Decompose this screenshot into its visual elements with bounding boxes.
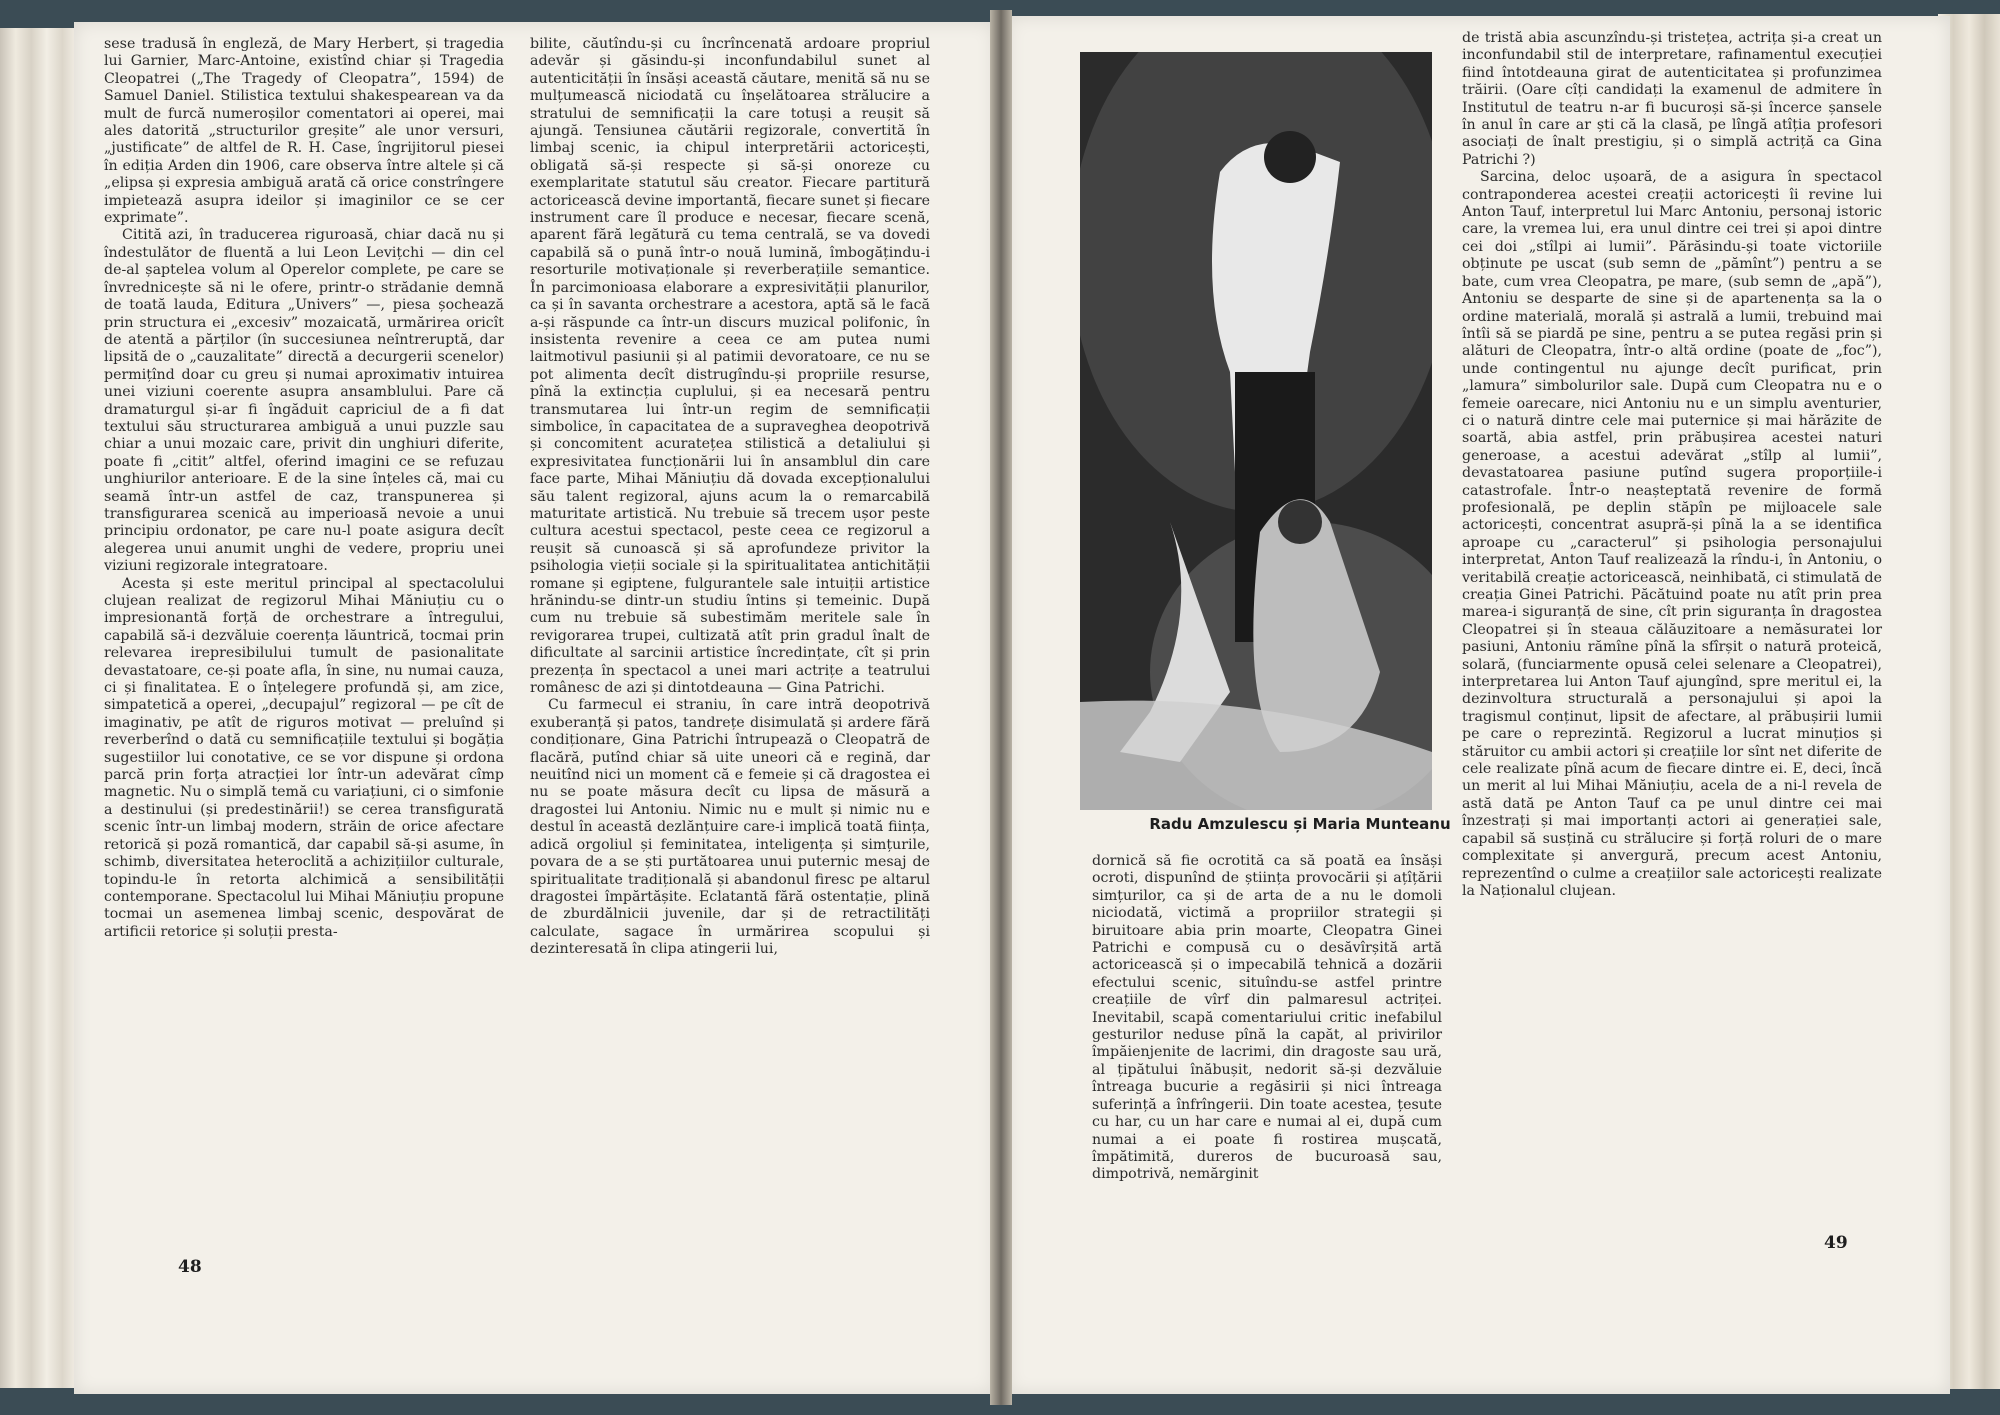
left-page-column-2 (530, 36, 930, 959)
paragraph: sese tradusă în engleză, de Mary Herbert, și tragedia lui Garnier, Marc-Antoine, existînd chiar și Tragedia Cleopatrei („The Tragedy of Cleopatra”, 1594) de Samuel Daniel. Stilistica textului shakespearean va da mult de furcă numeroșilor comentatori ai operei, mai ales datorită „structurilor greșite” ale unor versuri, „justificate” de altfel de R. H. Case, îngrijitorul piesei în ediția Arden din 1906, care observa între altele și că „elipsa și expresia ambiguă arată că orice constrîngere impietează asupra ideilor și imaginilor ce se cer exprimate”. (104, 36, 504, 227)
paragraph: Cu farmecul ei straniu, în care intră deopotrivă exuberanță și patos, tandrețe disimulată și ardere fără condiționare, Gina Patrichi întrupează o Cleopatră de flacără, putînd chiar să uite uneori că e regină, dar neuitînd nici un moment că e femeie și că dragostea ei nu se poate măsura decît cu lipsa de măsură a dragostei lui Antoniu. Nimic nu e mult și nimic nu e destul în această dezlănțuire care-i implică toată ființa, adică orgoliul și feminitatea, inteligența și simțurile, povara de a se ști purtătoarea unui puternic mesaj de spiritualitate tradițională și abandonul firesc pe altarul dragostei împărtășite. Eclatantă fără ostentație, plină de zburdălnicii juvenile, dar și de retractilități calculate, sagace în urmărirea scopului și dezinteresată în clipa atingerii lui, (530, 697, 930, 958)
paragraph: Citită azi, în traducerea riguroasă, chiar dacă nu și îndestulător de fluentă a lui Leon Levițchi — din cel de-al șaptelea volum al Operelor complete, pe care se învrednicește să ni le ofere, printr-o strădanie demnă de toată lauda, Editura „Univers” —, piesa șochează prin structura ei „excesiv” mozaicată, urmărirea oricît de atentă a părților (în succesiunea neîntreruptă, dar lipsită de o „cauzalitate” directă a decurgerii scenelor) permițînd doar cu greu și numai aproximativ intuirea unei viziuni coerente asupra ansamblului. Pare că dramaturgul și-ar fi îngăduit capriciul de a fi dat textului său structurarea ambiguă a unui puzzle sau chiar a unui mozaic care, privit din unghiuri diferite, poate fi „citit” altfel, oferind imagini ce se refuzau unghiurilor anterioare. E de la sine înțeles că, mai cu seamă într-un astfel de caz, transpunerea și transfigurarea scenică au imperioasă nevoie a unui principiu ordonator, pe care nu-l poate asigura decît alegerea unui anumit unghi de vedere, propriu unei viziuni regizorale integratoare. (104, 227, 504, 575)
paragraph: Sarcina, deloc ușoară, de a asigura în spectacol contraponderea acestei creații actoricești îi revine lui Anton Tauf, interpretul lui Marc Antoniu, personaj istoric care, la vremea lui, era unul dintre cei trei și apoi dintre cei doi „stîlpi ai lumii”. Părăsindu-și toate victoriile obținute pe uscat (sub semn de „pămînt”) pentru a se bate, cum vrea Cleopatra, pe mare, (sub semn de „apă”), Antoniu se desparte de sine și de apartenența sa la o ordine materială, morală și astrală a lumii, trebuind mai întîi să se piardă pe sine, pentru a se putea regăsi prin și alături de Cleopatra, într-o altă ordine (poate de „foc”), unde contingentul nu ajunge decît purificat, prin „lamura” simbolurilor sale. După cum Cleopatra nu e o femeie oarecare, nici Antoniu nu e un simplu aventurier, ci o natură dintre cele mai puternice și mai hărăzite de soartă, abia astfel, prin prăbușirea acestei naturi generoase, a acestui adevărat „stîlp al lumii”, devastatoarea pasiune putînd sugera proporțiile-i catastrofale. Într-o neașteptată revenire de formă profesională, pe deplin stăpîn pe mijloacele sale actoricești, concentrat asupră-și pînă la a se identifica aproape cu „caracterul” și psihologia personajului interpretat, Anton Tauf realizează la rîndu-i, în Antoniu, o veritabilă creație actoricească, neinhibată, ci stimulată de creația Ginei Patrichi. Păcătuind poate nu atît prin prea marea-i siguranță de sine, cît prin siguranța în dragostea Cleopatrei și în steaua călăuzitoare a nemăsuratei lor pasiuni, Antoniu rămîne pînă la sfîrșit o natură proteică, solară, (funciarmente opusă celei selenare a Cleopatrei), interpretarea lui Anton Tauf ajungînd, spre meritul ei, la dezinvoltura structurală a personajului și apoi la tragismul conținut, lipsit de afectare, al prăbușirii lumii pe care o reprezintă. Regizorul a lucrat minuțios și stăruitor cu ambii actori și creațiile lor sînt net diferite de cele realizate pînă acum de fiecare dintre ei. E, deci, încă un merit al lui Mihai Măniuțiu, acela de a ni-l revela de astă dată pe Anton Tauf ca pe unul dintre cei mai înzestrați și mai importanți actori ai generației sale, capabil să susțină cu strălucire și forță roluri de o mare complexitate și anvergură, precum acest Antoniu, reprezentînd o culme a creațiilor sale actoricești realizate la Naționalul clujean. (1462, 169, 1882, 899)
production-photo (1080, 52, 1432, 810)
page-number-left: 48 (178, 1257, 202, 1277)
paragraph: dornică să fie ocrotită ca să poată ea însăși ocroti, dispunînd de știința provocării și ațîțării simțurilor, ca și de arta de a nu le domoli niciodată, victimă a propriilor strategii și biruitoare abia prin moarte, Cleopatra Ginei Patrichi e compusă cu o desăvîrșită artă actoricească și o impecabilă tehnică a dozării efectului scenic, situîndu-se astfel printre creațiile de vîrf din palmaresul actriței. Inevitabil, scapă comentariului critic inefabilul gesturilor neduse pînă la capăt, al privirilor împăienjenite de lacrimi, din dragoste sau ură, al țipătului înăbușit, nedorit să-și dezvăluie întreaga bucurie a regăsirii și nici întreaga suferință a înfrîngerii. Din toate acestea, țesute cu har, cu un har care e numai al ei, după cum numai a ei poate fi rostirea mușcată, împătimită, dureros de bucuroasă sau, dimpotrivă, nemărginit (1092, 853, 1442, 1183)
right-page-column (1462, 30, 1882, 900)
book-gutter (990, 10, 1012, 1405)
left-page-stack-edge (0, 28, 78, 1388)
left-page-column-1 (104, 36, 504, 941)
paragraph: bilite, căutîndu-și cu încrîncenată ardoare propriul adevăr și găsindu-și inconfundabilul sunet al autenticității în însăși această căutare, menită să nu se mulțumească niciodată cu înșelătoarea strălucire a stratului de semnificații la care totuși a reușit să ajungă. Tensiunea căutării regizorale, convertită în limbaj scenic, ia chipul interpretării actoricești, obligată să-și respecte și să-și onoreze cu exemplaritate statutul său creator. Fiecare partitură actoricească devine importantă, fiecare sunet și fiecare instrument care îl produce e necesar, fiecare scenă, aparent fără legătură cu tema centrală, se va dovedi capabilă să o pună într-o nouă lumină, îmbogățindu-i resorturile motivaționale și reverberațiile semantice. În parcimonioasa elaborare a expresivității planurilor, ca și în savanta orchestrare a acestora, aptă să le facă a-și răspunde ca într-un discurs muzical polifonic, în insistenta revenire a ceea ce am putea numi laitmotivul pasiunii și al patimii devoratoare, ce nu se pot alimenta decît distrugîndu-și propriile resurse, pînă la extincția cuplului, și ea necesară pentru transmutarea lui într-un regim de semnificații simbolice, în capacitatea de a supraveghea deopotrivă și concomitent acuratețea stilistică a detaliului și expresivitatea funcționării lui în ansamblul din care face parte, Mihai Măniuțiu dă dovada excepționalului său talent regizoral, ajuns acum la o remarcabilă maturitate artistică. Nu trebuie să trecem ușor peste cultura acestui spectacol, peste ceea ce regizorul a reușit să cunoască și să aprofundeze privitor la psihologia vieții sociale și la spiritualitatea antichității romane și egiptene, fulgurantele sale intuiții artistice hrănindu-se dintr-un studiu întins și temeinic. După cum nu trebuie să subestimăm meritele sale în revigorarea trupei, cultizată atît prin gradul înalt de dificultate al sarcinii artistice încredințate, cît și prin prezența în spectacol a unei mari actrițe a teatrului românesc de azi și dintotdeauna — Gina Patrichi. (530, 36, 930, 697)
photo-caption: Radu Amzulescu și Maria Munteanu (1149, 815, 1451, 833)
paragraph: Acesta și este meritul principal al spectacolului clujean realizat de regizorul Mihai Măniuțiu cu o impresionantă forță de orchestrare a întregului, capabilă să-i dezvăluie coerența lăuntrică, tocmai prin relevarea irepresibilului tumult de pasionalitate devastatoare, ce-și poate afla, în sine, nu numai cauza, ci și finalitatea. E o înțelegere profundă și, am zice, simpatetică a operei, „decupajul” regizoral — pe cît de imaginativ, pe atît de riguros motivat — preluînd și reverberînd o dată cu semnificațiile textului și bogăția sugestiilor lui conotative, ce se vor dispune și ordona parcă prin forța atracției lor într-un adevărat cîmp magnetic. Nu o simplă temă cu variațiuni, ci o simfonie a destinului (și predestinării!) se cerea transfigurată scenic într-un limbaj modern, străin de orice afectare retorică și poză romantică, dar capabil să-și asume, în schimb, diversitatea heteroclită a achizițiilor culturale, topindu-le în retorta alchimică a sensibilității contemporane. Spectacolul lui Mihai Măniuțiu propune tocmai un asemenea limbaj scenic, despovărat de artificii retorice și soluții presta- (104, 575, 504, 940)
photo-illustration (1080, 52, 1432, 810)
page-number-right: 49 (1824, 1233, 1848, 1253)
paragraph: de tristă abia ascunzîndu-și tristețea, actrița și-a creat un inconfundabil stil de interpretare, rafinamentul execuției fiind întotdeauna girat de autenticitatea și profunzimea trăirii. (Oare cîți candidați la examenul de admitere în Institutul de teatru n-ar fi bucuroși să-și încerce șansele în anul în care ar ști că la clasă, pe lîngă atîția profesori asociați de înalt prestigiu, și o simplă actriță ca Gina Patrichi ?) (1462, 30, 1882, 168)
right-page-column-under-photo (1092, 853, 1442, 1184)
